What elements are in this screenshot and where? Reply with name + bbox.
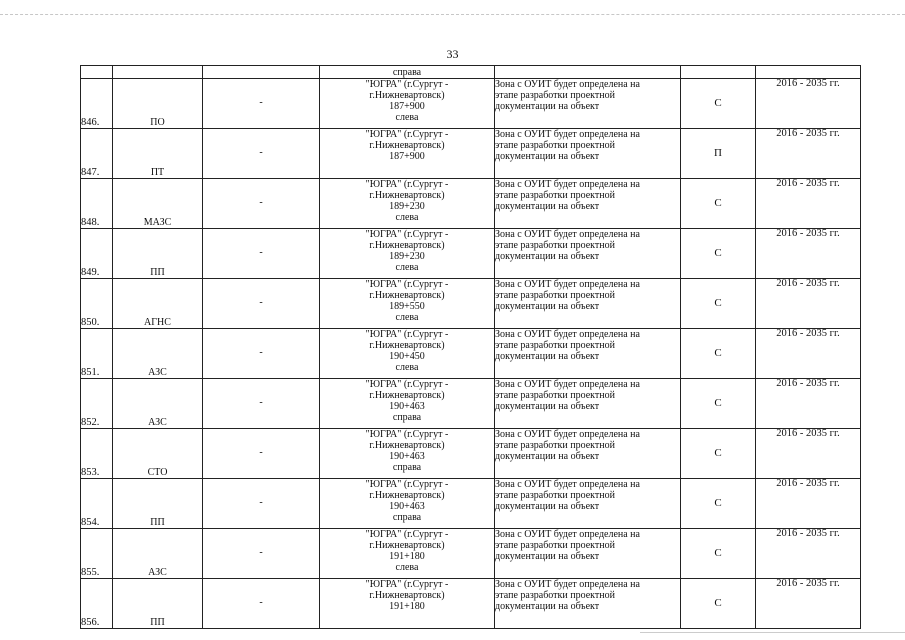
road-km: 187+900 xyxy=(389,101,425,112)
period: 2016 - 2035 гг. xyxy=(756,479,861,529)
row-number: 855. xyxy=(81,529,113,579)
empty-dash: - xyxy=(203,279,320,329)
period: 2016 - 2035 гг. xyxy=(756,229,861,279)
table-row xyxy=(81,129,861,179)
category: С xyxy=(681,279,756,329)
road-location xyxy=(320,329,495,379)
table-row xyxy=(81,79,861,129)
zone-line-2: этапе разработки проектной xyxy=(495,440,615,451)
object-type: ПТ xyxy=(113,129,203,179)
road-location xyxy=(320,229,495,279)
table-row xyxy=(81,179,861,229)
object-type: ПП xyxy=(113,229,203,279)
road-name: "ЮГРА" (г.Сургут - xyxy=(365,529,449,540)
zone-line-3: документации на объект xyxy=(495,351,600,362)
object-type: АЗС xyxy=(113,529,203,579)
road-km: 191+180 xyxy=(389,601,425,612)
empty-dash: - xyxy=(203,79,320,129)
zone-line-3: документации на объект xyxy=(495,601,600,612)
row-number: 847. xyxy=(81,129,113,179)
zone-line-1: Зона с ОУИТ будет определена на xyxy=(495,329,640,340)
category: С xyxy=(681,579,756,629)
object-type: ПП xyxy=(113,579,203,629)
object-type: МАЗС xyxy=(113,179,203,229)
objects-table xyxy=(80,65,861,629)
category: П xyxy=(681,129,756,179)
zone-line-1: Зона с ОУИТ будет определена на xyxy=(495,229,640,240)
period: 2016 - 2035 гг. xyxy=(756,329,861,379)
road-name: "ЮГРА" (г.Сургут - xyxy=(365,479,449,490)
zone-line-2: этапе разработки проектной xyxy=(495,590,615,601)
zone-line-1: Зона с ОУИТ будет определена на xyxy=(495,79,640,90)
period: 2016 - 2035 гг. xyxy=(756,579,861,629)
road-city: г.Нижневартовск) xyxy=(369,290,445,301)
category: С xyxy=(681,79,756,129)
road-km: 190+463 xyxy=(389,501,425,512)
road-side: справа xyxy=(392,412,422,423)
zone-line-2: этапе разработки проектной xyxy=(495,240,615,251)
zone-description xyxy=(495,329,681,379)
road-side: слева xyxy=(395,262,419,273)
road-city: г.Нижневартовск) xyxy=(369,540,445,551)
period: 2016 - 2035 гг. xyxy=(756,279,861,329)
category: С xyxy=(681,429,756,479)
object-type: АГНС xyxy=(113,279,203,329)
road-side: слева xyxy=(395,312,419,323)
scan-edge-bottom xyxy=(640,632,905,634)
zone-line-2: этапе разработки проектной xyxy=(495,490,615,501)
zone-line-1: Зона с ОУИТ будет определена на xyxy=(495,429,640,440)
row-number: 856. xyxy=(81,579,113,629)
object-type: АЗС xyxy=(113,329,203,379)
table-row xyxy=(81,429,861,479)
road-name: "ЮГРА" (г.Сургут - xyxy=(365,429,449,440)
road-km: 187+900 xyxy=(389,151,425,162)
zone-line-2: этапе разработки проектной xyxy=(495,540,615,551)
row-number: 849. xyxy=(81,229,113,279)
empty-dash: - xyxy=(203,429,320,479)
zone-line-2: этапе разработки проектной xyxy=(495,190,615,201)
zone-line-1: Зона с ОУИТ будет определена на xyxy=(495,179,640,190)
zone-line-1: Зона с ОУИТ будет определена на xyxy=(495,279,640,290)
road-name: "ЮГРА" (г.Сургут - xyxy=(365,129,449,140)
empty-dash: - xyxy=(203,129,320,179)
zone-line-3: документации на объект xyxy=(495,101,600,112)
road-km: 189+230 xyxy=(389,251,425,262)
road-name: "ЮГРА" (г.Сургут - xyxy=(365,579,449,590)
period: 2016 - 2035 гг. xyxy=(756,79,861,129)
road-location xyxy=(320,279,495,329)
road-location xyxy=(320,429,495,479)
road-city: г.Нижневартовск) xyxy=(369,240,445,251)
table-row xyxy=(81,329,861,379)
zone-line-3: документации на объект xyxy=(495,301,600,312)
road-side: слева xyxy=(395,362,419,373)
empty-dash: - xyxy=(203,329,320,379)
road-km: 191+180 xyxy=(389,551,425,562)
table-row xyxy=(81,379,861,429)
zone-description xyxy=(495,179,681,229)
road-location xyxy=(320,479,495,529)
road-location xyxy=(320,129,495,179)
zone-line-2: этапе разработки проектной xyxy=(495,290,615,301)
road-name: "ЮГРА" (г.Сургут - xyxy=(365,329,449,340)
road-city: г.Нижневартовск) xyxy=(369,190,445,201)
zone-line-1: Зона с ОУИТ будет определена на xyxy=(495,479,640,490)
road-km: 190+463 xyxy=(389,451,425,462)
road-side: справа xyxy=(392,462,422,473)
category: С xyxy=(681,529,756,579)
road-city: г.Нижневартовск) xyxy=(369,590,445,601)
zone-description xyxy=(495,529,681,579)
road-city: г.Нижневартовск) xyxy=(369,140,445,151)
location-tail: справа xyxy=(320,66,495,79)
road-location xyxy=(320,79,495,129)
zone-line-1: Зона с ОУИТ будет определена на xyxy=(495,529,640,540)
category: С xyxy=(681,479,756,529)
row-number: 850. xyxy=(81,279,113,329)
zone-description xyxy=(495,429,681,479)
row-number: 854. xyxy=(81,479,113,529)
empty-dash: - xyxy=(203,579,320,629)
zone-line-3: документации на объект xyxy=(495,551,600,562)
road-city: г.Нижневартовск) xyxy=(369,440,445,451)
zone-description xyxy=(495,479,681,529)
road-name: "ЮГРА" (г.Сургут - xyxy=(365,379,449,390)
zone-description xyxy=(495,79,681,129)
road-side: справа xyxy=(392,512,422,523)
object-type: ПО xyxy=(113,79,203,129)
zone-description xyxy=(495,379,681,429)
row-number: 853. xyxy=(81,429,113,479)
zone-line-1: Зона с ОУИТ будет определена на xyxy=(495,379,640,390)
road-name: "ЮГРА" (г.Сургут - xyxy=(365,279,449,290)
road-km: 190+463 xyxy=(389,401,425,412)
object-type: СТО xyxy=(113,429,203,479)
row-number: 848. xyxy=(81,179,113,229)
row-number: 851. xyxy=(81,329,113,379)
zone-description xyxy=(495,579,681,629)
zone-line-3: документации на объект xyxy=(495,501,600,512)
zone-line-3: документации на объект xyxy=(495,401,600,412)
zone-line-2: этапе разработки проектной xyxy=(495,390,615,401)
zone-line-3: документации на объект xyxy=(495,151,600,162)
table-continuation-row xyxy=(81,66,861,79)
road-location xyxy=(320,179,495,229)
road-city: г.Нижневартовск) xyxy=(369,340,445,351)
object-type: АЗС xyxy=(113,379,203,429)
road-name: "ЮГРА" (г.Сургут - xyxy=(365,79,449,90)
zone-line-1: Зона с ОУИТ будет определена на xyxy=(495,129,640,140)
road-location xyxy=(320,529,495,579)
zone-line-3: документации на объект xyxy=(495,201,600,212)
zone-line-3: документации на объект xyxy=(495,251,600,262)
category: С xyxy=(681,379,756,429)
table-row xyxy=(81,579,861,629)
empty-dash: - xyxy=(203,179,320,229)
row-number: 846. xyxy=(81,79,113,129)
category: С xyxy=(681,329,756,379)
road-location xyxy=(320,579,495,629)
period: 2016 - 2035 гг. xyxy=(756,179,861,229)
road-km: 189+230 xyxy=(389,201,425,212)
period: 2016 - 2035 гг. xyxy=(756,379,861,429)
table-row xyxy=(81,529,861,579)
scan-edge-top xyxy=(0,0,905,15)
empty-dash: - xyxy=(203,379,320,429)
page-number: 33 xyxy=(446,47,459,61)
road-side: слева xyxy=(395,212,419,223)
period: 2016 - 2035 гг. xyxy=(756,429,861,479)
period: 2016 - 2035 гг. xyxy=(756,129,861,179)
road-side: слева xyxy=(395,112,419,123)
road-km: 189+550 xyxy=(389,301,425,312)
road-side: слева xyxy=(395,562,419,573)
road-name: "ЮГРА" (г.Сургут - xyxy=(365,179,449,190)
road-km: 190+450 xyxy=(389,351,425,362)
zone-line-3: документации на объект xyxy=(495,451,600,462)
zone-line-2: этапе разработки проектной xyxy=(495,90,615,101)
table-row xyxy=(81,229,861,279)
road-city: г.Нижневартовск) xyxy=(369,490,445,501)
category: С xyxy=(681,229,756,279)
empty-dash: - xyxy=(203,229,320,279)
empty-dash: - xyxy=(203,529,320,579)
zone-description xyxy=(495,279,681,329)
zone-line-1: Зона с ОУИТ будет определена на xyxy=(495,579,640,590)
table-row xyxy=(81,279,861,329)
empty-dash: - xyxy=(203,479,320,529)
zone-description xyxy=(495,229,681,279)
road-name: "ЮГРА" (г.Сургут - xyxy=(365,229,449,240)
road-city: г.Нижневартовск) xyxy=(369,390,445,401)
period: 2016 - 2035 гг. xyxy=(756,529,861,579)
category: С xyxy=(681,179,756,229)
zone-line-2: этапе разработки проектной xyxy=(495,140,615,151)
zone-line-2: этапе разработки проектной xyxy=(495,340,615,351)
road-city: г.Нижневартовск) xyxy=(369,90,445,101)
road-location xyxy=(320,379,495,429)
zone-description xyxy=(495,129,681,179)
row-number: 852. xyxy=(81,379,113,429)
table-row xyxy=(81,479,861,529)
object-type: ПП xyxy=(113,479,203,529)
